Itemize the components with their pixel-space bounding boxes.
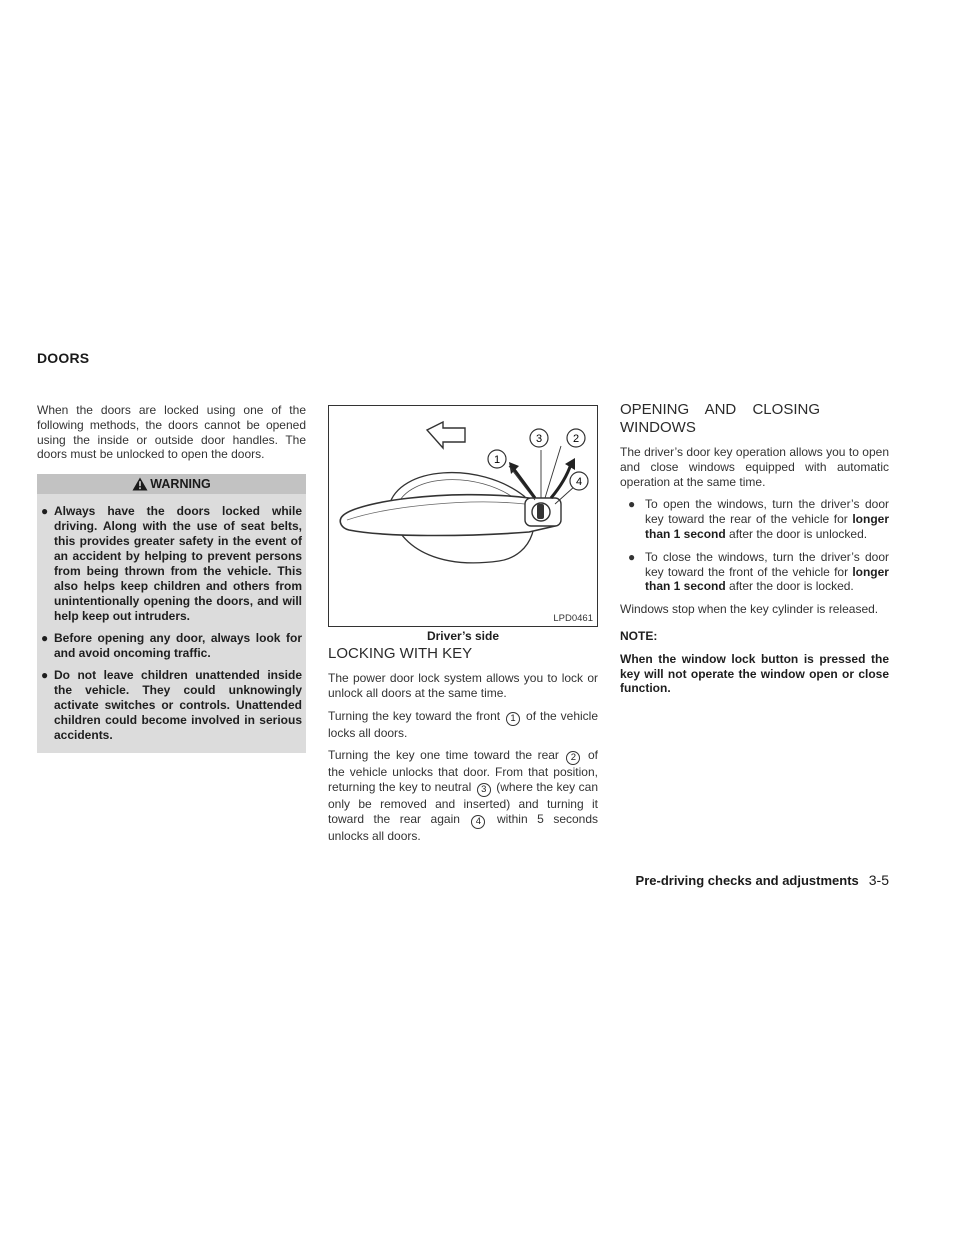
- windows-heading: OPENING AND CLOSING WINDOWS: [620, 401, 820, 436]
- locking-paragraph-3: Turning the key one time toward the rear 2 of the vehicle unlocks that door. From that position, returning the key to neutral 3 (where the key can only be removed and inserted) and turning it toward the rear again 4 within 5 seconds unlocks all doors.: [328, 748, 599, 843]
- locking-paragraph-1: The power door lock system allows you to lock or unlock all doors at the same time.: [328, 671, 598, 700]
- windows-paragraph-2: Windows stop when the key cylinder is released.: [620, 602, 879, 617]
- list-item: ● To open the windows, turn the driver’s door key toward the rear of the vehicle for longer than 1 second after the door is unlocked.: [628, 497, 889, 541]
- bullet-icon: ●: [41, 504, 49, 518]
- section-title: DOORS: [37, 350, 90, 366]
- locking-heading: LOCKING WITH KEY: [328, 645, 473, 662]
- bullet-icon: ●: [628, 549, 636, 564]
- warning-triangle-icon: [132, 477, 148, 491]
- circled-number-icon: 4: [471, 815, 485, 829]
- bullet-icon: ●: [41, 668, 49, 682]
- callout-3: [530, 429, 548, 447]
- warning-item: ● Do not leave children unattended inside the vehicle. They could unknowingly activate switches or controls. Unattended children could become involved in serious accidents.: [41, 668, 302, 742]
- callout-4: [570, 472, 588, 490]
- warning-item: ● Before opening any door, always look for and avoid oncoming traffic.: [41, 631, 302, 660]
- footer-section-title: Pre-driving checks and adjustments: [635, 873, 859, 888]
- intro-text: When the doors are locked using one of the following methods, the doors cannot be opened using the inside or outside door handles. The doors must be unlocked to open the doors.: [37, 403, 306, 462]
- door-handle-figure: [328, 405, 598, 627]
- warning-header: [37, 474, 306, 494]
- circled-number-icon: 1: [506, 712, 520, 726]
- warning-box: [37, 474, 306, 753]
- callout-2: [567, 429, 585, 447]
- figure-caption: Driver’s side: [426, 629, 500, 643]
- warning-item: ● Always have the doors locked while driving. Along with the use of seat belts, this provides greater safety in the event of an accident by helping to prevent persons from being thrown from the vehicle. This also helps keep children and others from unintentionally opening the doors, and will help keep out intruders.: [41, 504, 302, 623]
- windows-list: [620, 497, 889, 594]
- page-footer: [636, 872, 889, 888]
- svg-text:2: 2: [572, 433, 580, 445]
- circled-number-icon: 3: [477, 783, 491, 797]
- warning-title: WARNING: [150, 477, 211, 491]
- windows-paragraph-1: The driver’s door key operation allows you to open and close windows equipped with automatic operation at the same time.: [620, 445, 889, 489]
- note-text: When the window lock button is pressed the key will not operate the window open or close function.: [620, 651, 889, 696]
- door-handle-illustration: [329, 406, 597, 626]
- figure-code: LPD0461: [553, 613, 593, 624]
- note-label: NOTE:: [620, 628, 658, 643]
- callout-1: [488, 450, 506, 468]
- circled-number-icon: 2: [566, 751, 580, 765]
- intro-paragraph: [37, 403, 306, 470]
- page-number: 3-5: [868, 872, 889, 888]
- svg-text:3: 3: [535, 433, 543, 445]
- locking-paragraph-2: Turning the key toward the front 1 of the vehicle locks all doors.: [328, 708, 599, 740]
- svg-text:1: 1: [493, 454, 501, 466]
- warning-list: [37, 494, 306, 743]
- windows-section: [620, 401, 889, 704]
- list-item: ● To close the windows, turn the driver’s door key toward the front of the vehicle for longer than 1 second after the door is locked.: [628, 549, 889, 594]
- locking-section: [328, 645, 598, 852]
- bullet-icon: ●: [628, 497, 636, 512]
- bullet-icon: ●: [41, 631, 49, 645]
- svg-text:4: 4: [575, 476, 583, 488]
- arrow-front-icon: [427, 422, 465, 448]
